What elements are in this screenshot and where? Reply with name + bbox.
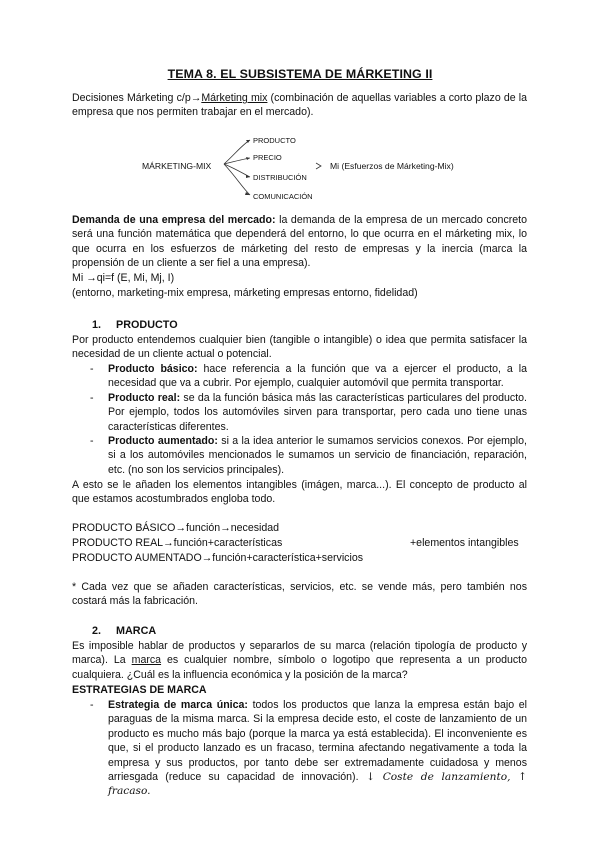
section-title: MARCA — [116, 625, 157, 637]
page-title: TEMA 8. EL SUBSISTEMA DE MÁRKETING II — [167, 67, 433, 81]
diagram-item: DISTRIBUCIÓN — [253, 173, 307, 182]
level-line: PRODUCTO AUMENTADO→función+característica+servicios — [72, 552, 364, 564]
bullet-label: Producto básico: — [108, 363, 198, 375]
diagram-source: MÁRKETING-MIX — [142, 161, 212, 171]
marca-text-end: es cualquier nombre, símbolo o logotipo que representa a un producto cualquiera. ¿Cuál es la influencia económica y la posición de la marca? — [72, 654, 527, 681]
diagram-item: PRECIO — [253, 153, 282, 162]
marca-intro — [72, 639, 527, 682]
section-number: 1. — [92, 319, 102, 331]
diagram-item: PRODUCTO — [253, 136, 296, 145]
section-title: PRODUCTO — [116, 319, 178, 331]
diagram-item: COMUNICACIÓN — [253, 192, 313, 201]
producto-after: A esto se le añaden los elementos intangibles (imágen, marca...). El concepto de producto al que estamos acostumbrados engloba todo. — [72, 479, 527, 506]
demand-text: la demanda de la empresa de un mercado concreto será una función matemática que dependerá del entorno, lo que ocurra en el márketing mix, lo que ocurra en los esfuerzos de márketing del resto de empresas y la inercia (marca la propensión de un cliente a ser fiel a una empresa). — [72, 214, 527, 270]
list-item: - Producto real: se da la función básica más las características particulares del producto. Por ejemplo, todos los automóviles sirven para transportar, pero cada uno tiene unas características diferentes. — [90, 392, 527, 433]
intro-text: Decisiones Márketing c/p→ — [72, 92, 202, 104]
arrow-comunicacion — [224, 164, 250, 195]
bullet-math: ↓ Coste de lanzamiento, ↑ fracaso. — [108, 771, 527, 798]
bullet-label: Producto aumentado: — [108, 435, 218, 447]
marca-text: Es imposible hablar de productos y separarlos de su marca (relación tipología de producto y marca). La — [72, 640, 527, 667]
level-extra: +elementos intangibles — [410, 537, 519, 549]
marketing-mix-diagram — [140, 121, 480, 211]
demand-formula: Mi →qi=f (E, Mi, Mj, I) — [72, 272, 175, 284]
list-item: - Producto básico: hace referencia a la función que va a ejercer el producto, a la necesidad que va a cubrir. Por ejemplo, cualquier automóvil que permita transportar. — [90, 363, 527, 390]
bullet-text: hace referencia a la función que va a ejercer el producto, a la necesidad que va a cubrir. Por ejemplo, cualquier automóvil que permita transportar. — [108, 363, 527, 390]
arrow-producto — [224, 140, 250, 164]
section-heading-producto — [92, 318, 178, 332]
list-item: - Producto aumentado: si a la idea anterior le sumamos servicios conexos. Por ejemplo, si a los automóviles mencionados le sumamos un servicio de financiación, reparación, etc. (no son los servicios principales). — [90, 435, 527, 476]
intro-paragraph — [72, 91, 527, 120]
marketing-mix-term: Márketing mix — [201, 92, 268, 104]
bullet-text: todos los productos que lanza la empresa están bajo el paraguas de la misma marca. Si la empresa decide esto, el coste de lanzamiento de un producto es mucho más bajo (porque la marca ya está establecida). El inconveniente es que, si el producto lanzado es un fracaso, termina afectando negativamente a toda la empresa y sus productos, por tanto debe ser extremadamente cuidadosa y menos arriesgada (reduce su capacidad de innovación). — [108, 699, 527, 784]
diagram-result: Mi (Esfuerzos de Márketing-Mix) — [330, 161, 454, 171]
strategies-heading: ESTRATEGIAS DE MARCA — [72, 684, 207, 696]
producto-note: * Cada vez que se añaden características, servicios, etc. se vende más, pero también nos costará más la fabricación. — [72, 581, 527, 608]
bullet-label: Estrategia de marca única: — [108, 699, 248, 711]
level-line: PRODUCTO REAL→función+características — [72, 537, 283, 549]
demand-label: Demanda de una empresa del mercado: — [72, 214, 276, 226]
arrow-result — [316, 163, 321, 169]
section-number: 2. — [92, 625, 102, 637]
demand-legend: (entorno, marketing-mix empresa, márketing empresas entorno, fidelidad) — [72, 287, 418, 299]
demand-paragraph — [72, 213, 527, 271]
producto-intro: Por producto entendemos cualquier bien (tangible o intangible) o idea que permita satisfacer la necesidad de un cliente actual o potencial. — [72, 334, 527, 361]
marca-term: marca — [131, 654, 162, 667]
bullet-label: Producto real: — [108, 392, 181, 404]
intro-text-end: (combinación de aquellas variables a corto plazo de la empresa que nos permiten trabajar en el mercado). — [72, 92, 527, 119]
list-item: - Estrategia de marca única: todos los productos que lanza la empresa están bajo el paraguas de la misma marca. Si la empresa decide esto, el coste de lanzamiento de un producto es mucho más bajo (porque la marca ya está establecida). El inconveniente es que, si el producto lanzado es un fracaso, termina afectando negativamente a toda la empresa y sus productos, por tanto debe ser extremadamente cuidadosa y menos arriesgada (reduce su capacidad de innovación). ↓ Coste de lanzamiento, ↑ fracaso. — [90, 699, 527, 798]
level-line: PRODUCTO BÁSICO→función→necesidad — [72, 522, 280, 534]
section-heading-marca — [92, 624, 156, 638]
bullet-text: si a la idea anterior le sumamos servicios conexos. Por ejemplo, si a los automóviles mencionados le sumamos un servicio de financiación, reparación, etc. (no son los servicios principales). — [108, 435, 527, 476]
arrow-precio — [224, 158, 250, 164]
bullet-text: se da la función básica más las características particulares del producto. Por ejemplo, todos los automóviles sirven para transportar, pero cada uno tiene unas características diferentes. — [108, 392, 527, 433]
